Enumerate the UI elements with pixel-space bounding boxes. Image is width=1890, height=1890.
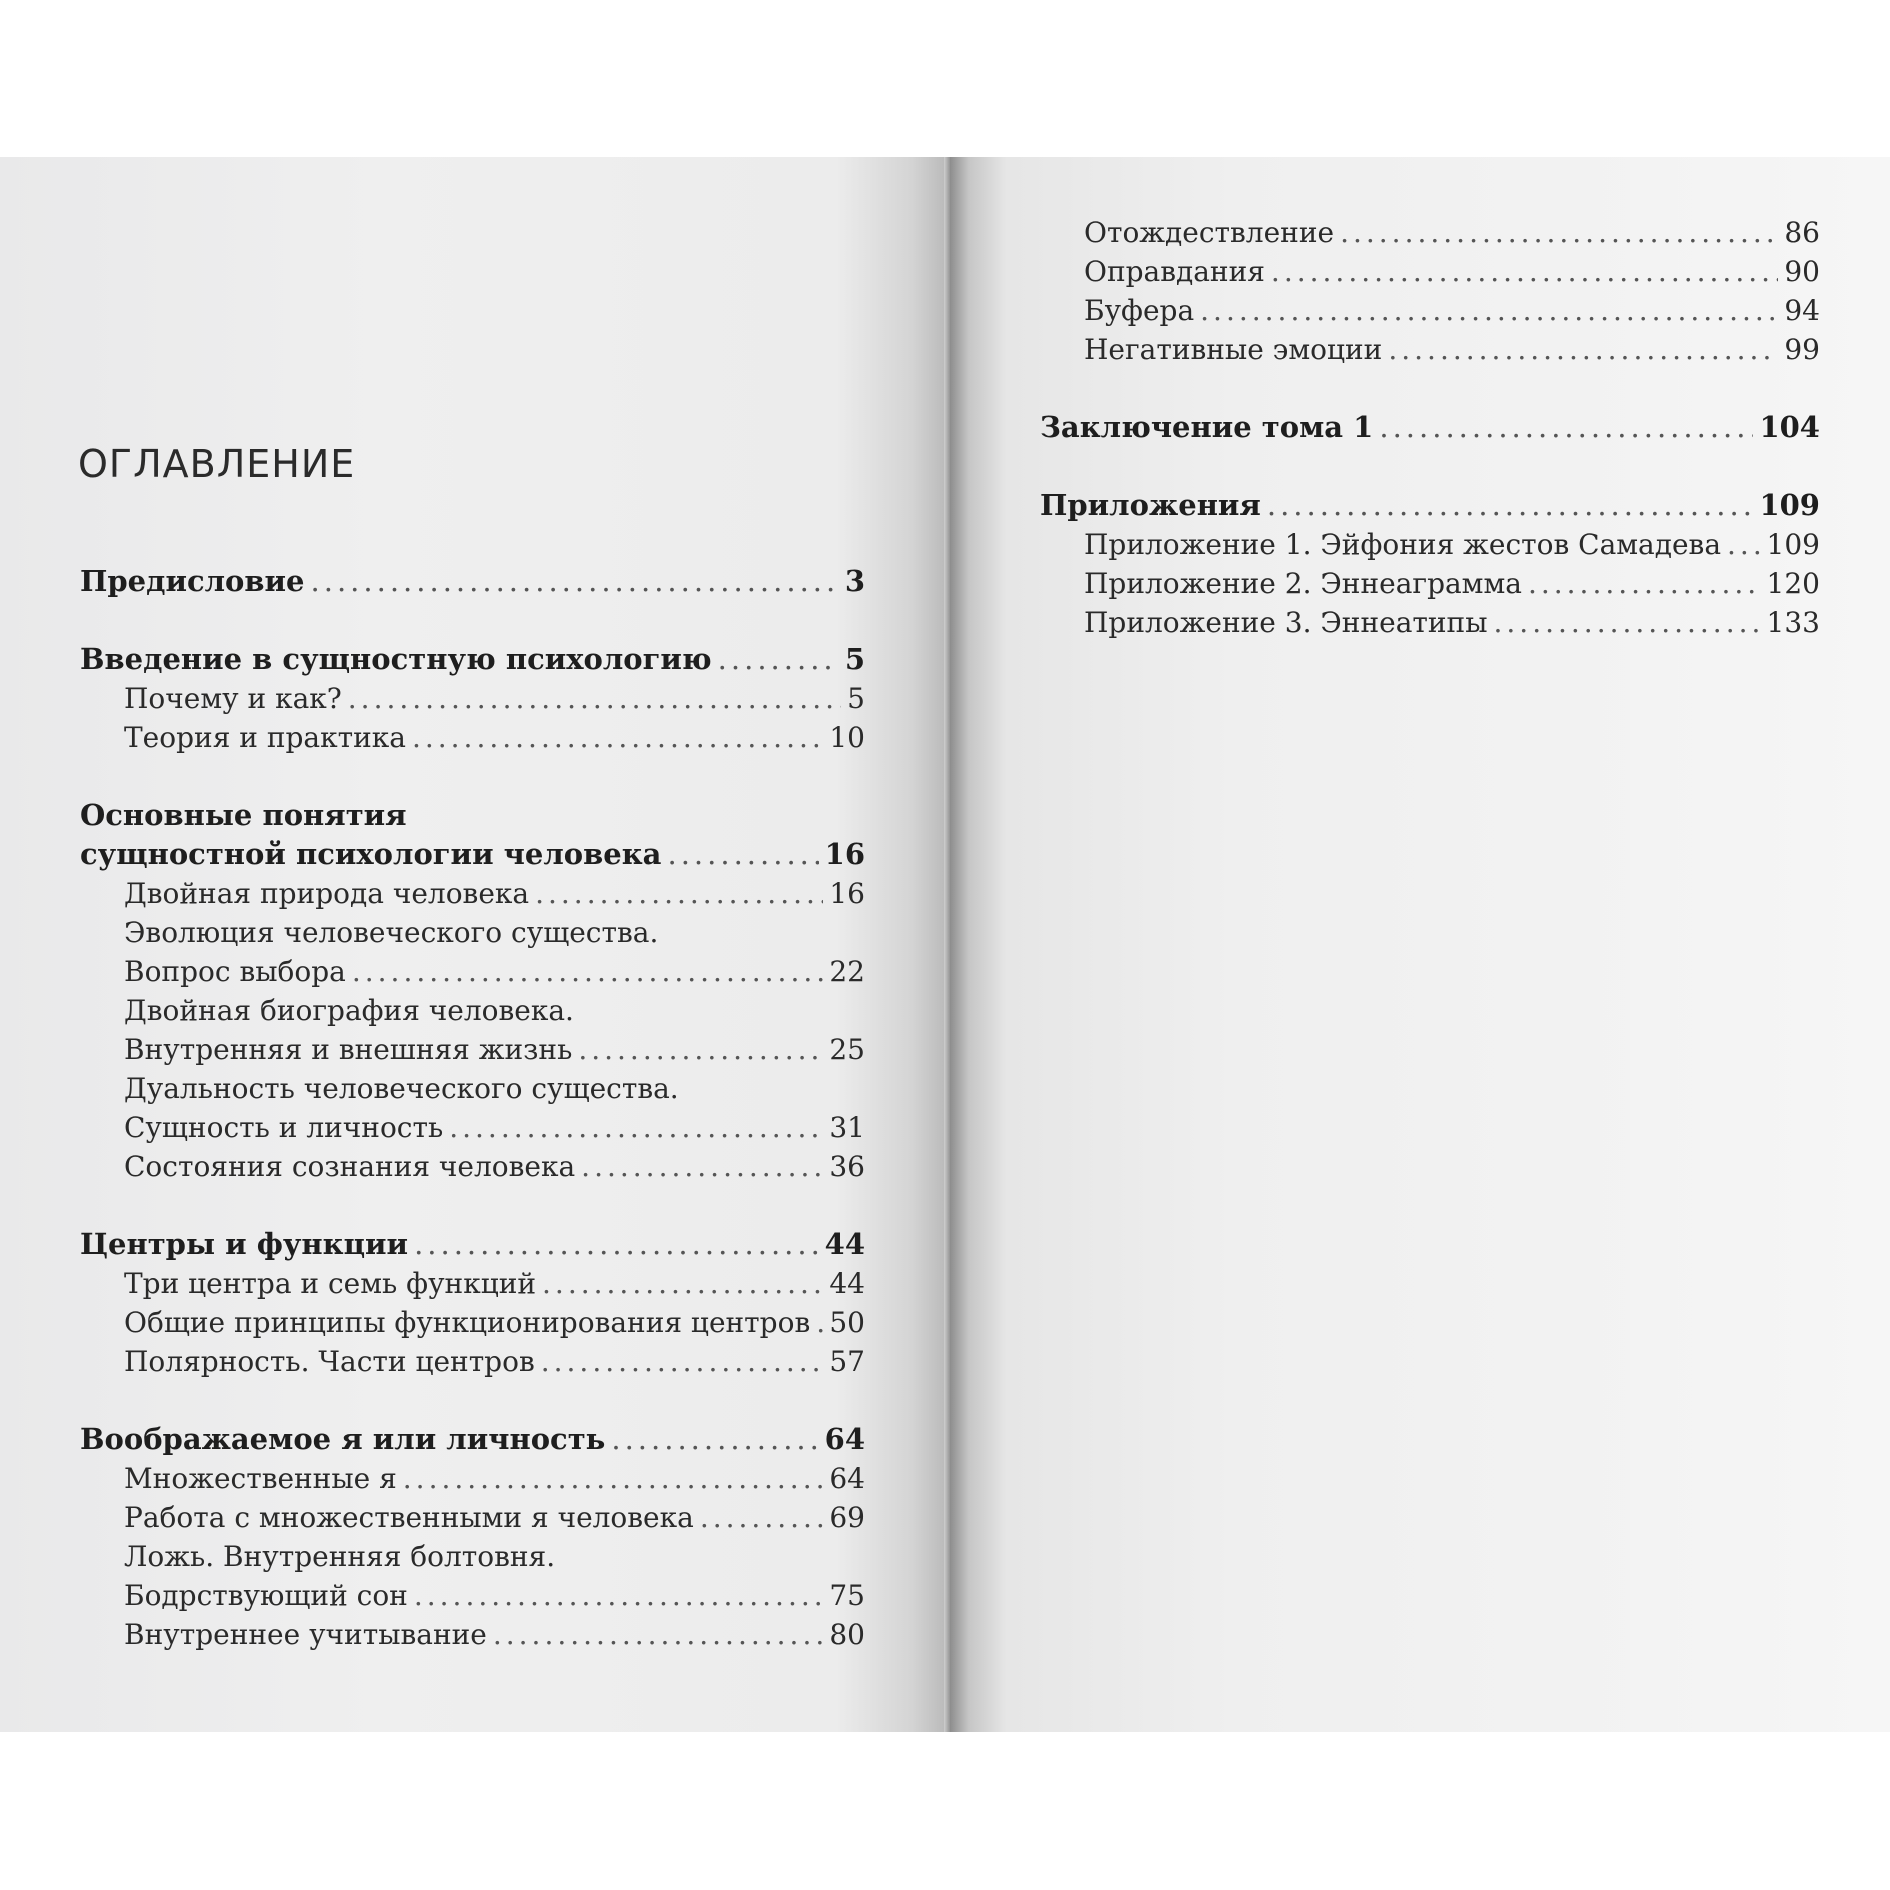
toc-page-number: 80 [829, 1618, 865, 1651]
toc-leader-dots [403, 1459, 824, 1498]
toc-leader-dots [412, 718, 823, 757]
toc-entry [80, 952, 865, 991]
toc-page-number: 3 [844, 564, 865, 598]
toc-page-number: 109 [1766, 528, 1820, 561]
toc-section [1040, 486, 1820, 525]
toc-page-number: 5 [847, 682, 865, 715]
toc-entry-label: Внутренняя и внешняя жизнь [124, 1033, 573, 1066]
toc-section [80, 835, 865, 874]
toc-leader-dots [1727, 525, 1761, 564]
toc-page-number: 22 [829, 955, 865, 988]
toc-entry [80, 1459, 865, 1498]
toc-section [80, 1420, 865, 1459]
toc-entry [1040, 525, 1820, 564]
toc-leader-dots [414, 1576, 824, 1615]
toc-entry [80, 718, 865, 757]
toc-entry [80, 1537, 865, 1576]
toc-entry-label: Основные понятия [80, 798, 407, 832]
toc-page-number: 25 [829, 1033, 865, 1066]
toc-leader-dots [1494, 603, 1761, 642]
toc-entry-label: Вопрос выбора [124, 955, 346, 988]
toc-entry-label: Отождествление [1084, 216, 1335, 249]
toc-entry-label: Общие принципы функционирования центров [124, 1306, 811, 1339]
toc-entry-label: Полярность. Части центров [124, 1345, 535, 1378]
toc-entry-label: Введение в сущностную психологию [80, 642, 712, 676]
toc-leader-dots [581, 1147, 823, 1186]
open-book [0, 157, 1890, 1732]
toc-entry [1040, 330, 1820, 369]
toc-section [80, 796, 865, 835]
toc-leader-dots [816, 1303, 823, 1342]
toc-entry [80, 1108, 865, 1147]
toc-leader-dots [578, 1030, 823, 1069]
toc-entry-label: Ложь. Внутренняя болтовня. [124, 1540, 556, 1573]
toc-leader-dots [1200, 291, 1778, 330]
toc-entry [80, 913, 865, 952]
toc-entry [1040, 564, 1820, 603]
toc-leader-dots [311, 562, 839, 601]
toc-page-number: 64 [829, 1462, 865, 1495]
toc-page-number: 99 [1784, 333, 1820, 366]
toc-entry-label: Приложение 3. Эннеатипы [1084, 606, 1488, 639]
toc-page-number: 31 [829, 1111, 865, 1144]
toc-leader-dots [1267, 486, 1754, 525]
toc-entry [80, 1264, 865, 1303]
toc-page-number: 16 [824, 837, 865, 871]
toc-entry [80, 1576, 865, 1615]
toc-list-left [80, 562, 865, 1654]
toc-page-number: 69 [829, 1501, 865, 1534]
toc-leader-dots [541, 1342, 824, 1381]
toc-entry-label: Состояния сознания человека [124, 1150, 576, 1183]
toc-page-number: 5 [844, 642, 865, 676]
toc-entry-label: Негативные эмоции [1084, 333, 1383, 366]
toc-entry-label: Двойная биография человека. [124, 994, 574, 1027]
toc-page-number: 120 [1766, 567, 1820, 600]
toc-entry-label: Приложения [1040, 488, 1261, 522]
toc-entry [80, 1030, 865, 1069]
toc-leader-dots [535, 874, 823, 913]
toc-section [80, 640, 865, 679]
toc-entry-label: Сущность и личность [124, 1111, 444, 1144]
left-page [0, 157, 950, 1732]
toc-entry-label: Воображаемое я или личность [80, 1422, 606, 1456]
toc-page-number: 133 [1766, 606, 1820, 639]
toc-entry [80, 1069, 865, 1108]
toc-leader-dots [414, 1225, 819, 1264]
toc-page-number: 16 [829, 877, 865, 910]
toc-entry [80, 1342, 865, 1381]
toc-entry [80, 991, 865, 1030]
toc-entry-label: Центры и функции [80, 1227, 409, 1261]
toc-leader-dots [542, 1264, 823, 1303]
toc-leader-dots [1271, 252, 1778, 291]
toc-leader-dots [449, 1108, 823, 1147]
toc-entry-label: Внутреннее учитывание [124, 1618, 487, 1651]
toc-page-number: 86 [1784, 216, 1820, 249]
toc-entry [1040, 213, 1820, 252]
toc-leader-dots [348, 679, 841, 718]
toc-page-number: 57 [829, 1345, 865, 1378]
toc-page-number: 90 [1784, 255, 1820, 288]
toc-page-number: 44 [829, 1267, 865, 1300]
toc-entry-label: Предисловие [80, 564, 305, 598]
toc-entry [1040, 603, 1820, 642]
toc-leader-dots [493, 1615, 824, 1654]
toc-entry-label: Три центра и семь функций [124, 1267, 537, 1300]
toc-entry-label: Оправдания [1084, 255, 1265, 288]
toc-page-number: 64 [824, 1422, 865, 1456]
toc-leader-dots [667, 835, 818, 874]
page-title: ОГЛАВЛЕНИЕ [78, 442, 356, 486]
toc-page-number: 10 [829, 721, 865, 754]
toc-leader-dots [1379, 408, 1753, 447]
toc-entry-label: Двойная природа человека [124, 877, 530, 910]
toc-entry [80, 1615, 865, 1654]
right-page [950, 157, 1890, 1732]
toc-entry-label: Буфера [1084, 294, 1195, 327]
toc-entry-label: Эволюция человеческого существа. [124, 916, 659, 949]
toc-entry [80, 1498, 865, 1537]
toc-page-number: 104 [1759, 410, 1820, 444]
toc-entry [1040, 252, 1820, 291]
toc-leader-dots [1528, 564, 1761, 603]
toc-list-right [1040, 213, 1820, 642]
toc-entry-label: сущностной психологии человека [80, 837, 662, 871]
toc-section [80, 1225, 865, 1264]
toc-leader-dots [1340, 213, 1778, 252]
toc-entry-label: Заключение тома 1 [1040, 410, 1374, 444]
toc-leader-dots [700, 1498, 824, 1537]
toc-leader-dots [1388, 330, 1778, 369]
toc-entry-label: Дуальность человеческого существа. [124, 1072, 679, 1105]
toc-entry-label: Работа с множественными я человека [124, 1501, 694, 1534]
toc-leader-dots [611, 1420, 818, 1459]
toc-entry-label: Почему и как? [124, 682, 342, 715]
toc-page-number: 75 [829, 1579, 865, 1612]
toc-entry [80, 679, 865, 718]
toc-entry-label: Теория и практика [124, 721, 406, 754]
toc-entry [1040, 291, 1820, 330]
toc-entry-label: Приложение 1. Эйфония жестов Самадева [1084, 528, 1722, 561]
toc-section [80, 562, 865, 601]
toc-page-number: 94 [1784, 294, 1820, 327]
toc-entry-label: Множественные я [124, 1462, 397, 1495]
toc-entry [80, 874, 865, 913]
toc-leader-dots [352, 952, 824, 991]
toc-entry [80, 1147, 865, 1186]
toc-page-number: 36 [829, 1150, 865, 1183]
toc-page-number: 44 [824, 1227, 865, 1261]
toc-entry-label: Приложение 2. Эннеаграмма [1084, 567, 1522, 600]
toc-leader-dots [718, 640, 839, 679]
toc-entry [80, 1303, 865, 1342]
toc-section [1040, 408, 1820, 447]
toc-entry-label: Бодрствующий сон [124, 1579, 408, 1612]
toc-page-number: 50 [829, 1306, 865, 1339]
toc-page-number: 109 [1759, 488, 1820, 522]
